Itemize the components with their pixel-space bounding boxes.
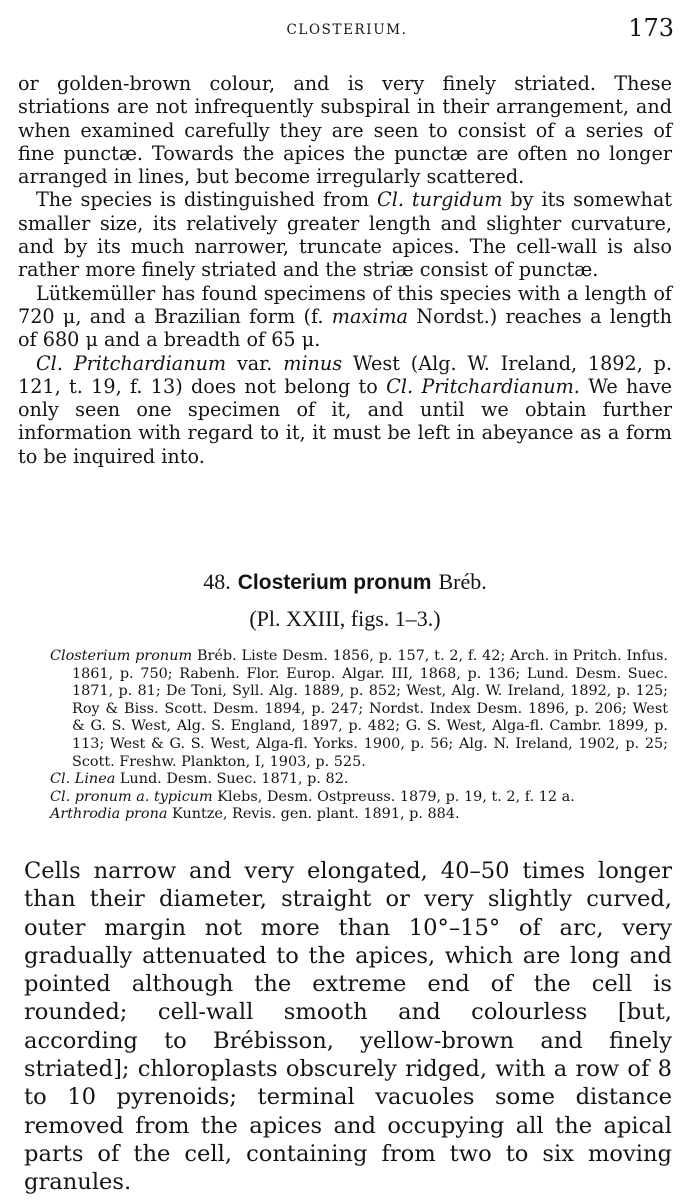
- description-text: Cells narrow and very elongated, 40–50 times longer than their diameter, straight or very slightly curved, outer margin not more than 10°–15° of arc, very gradually attenuated to the apices, which are long and pointed although the extreme end of the cell is rounded; cell-wall smooth and colourless [but, according to Brébisson, yellow-brown and finely striated]; chloroplasts obscurely ridged, with a row of 8 to 10 pyrenoids; terminal vacuoles some distance removed from the apices and occupying all the apical parts of the cell, containing from two to six moving granules.: [24, 858, 672, 1196]
- paragraph-dimensions: Lütkemüller has found specimens of this species with a length of 720 μ, and a Brazilian form (f. maxima Nordst.) reaches a length of 680 μ and a breadth of 65 μ.: [18, 281, 672, 352]
- running-head: [20, 14, 674, 44]
- paragraph-distinction: The species is distinguished from Cl. turgidum by its somewhat smaller size, its relatively greater length and slighter curvature, and by its much narrower, truncate apices. The cell-wall is also rather more finely striated and the striæ consist of punctæ.: [18, 188, 673, 282]
- species-heading: [18, 568, 672, 597]
- synonymy-list: [50, 648, 668, 824]
- synonym-citation: Kuntze, Revis. gen. plant. 1891, p. 884.: [167, 806, 460, 823]
- species-description: [24, 857, 672, 1197]
- paragraph-variety-note: Cl. Pritchardianum var. minus West (Alg. W. Ireland, 1892, p. 121, t. 19, f. 13) does not belong to Cl. Pritchardianum. We have only seen one specimen of it, and until we obtain further information with regard to it, it must be left in abeyance as a form to be inquired into.: [18, 351, 673, 468]
- continued-text: [18, 72, 672, 468]
- synonymy-entry: [50, 771, 668, 789]
- page-number: 173: [628, 14, 674, 42]
- synonym-name: Cl. pronum a. typicum: [50, 788, 213, 805]
- plate-reference: (Pl. XXIII, figs. 1–3.): [249, 606, 441, 631]
- synonymy-entry: [50, 648, 668, 771]
- paragraph-striations: or golden-brown colour, and is very finely striated. These striations are not infrequently subspiral in their arrangement, and when examined carefully they are seen to consist of a series of fine punctæ. Towards the apices the punctæ are often no longer arranged in lines, but become irregularly scattered.: [18, 72, 672, 189]
- synonym-citation: Klebs, Desm. Ostpreuss. 1879, p. 19, t. 2, f. 12 a.: [212, 788, 575, 805]
- synonym-name: Cl. Linea: [50, 771, 116, 788]
- running-title: CLOSTERIUM.: [286, 22, 408, 38]
- species-authority: Bréb.: [438, 569, 487, 594]
- form-name: maxima: [331, 304, 408, 328]
- synonym-citation: Lund. Desm. Suec. 1871, p. 82.: [115, 771, 349, 788]
- synonymy-entry: [50, 789, 668, 807]
- species-name: Closterium pronum: [237, 571, 432, 594]
- synonymy-entry: [50, 806, 668, 824]
- synonym-name: Closterium pronum: [50, 648, 193, 664]
- variety-name: minus: [283, 351, 343, 375]
- synonym-citation: Bréb. Liste Desm. 1856, p. 157, t. 2, f. 42; Arch. in Pritch. Infus. 1861, p. 750; Rabenh. Flor. Europ. Algar. III, 1868, p. 136; Lund. Desm. Suec. 1871, p. 81; De Toni, Syll. Alg. 1889, p. 852; West, Alg. W. Ireland, 1892, p. 125; Roy & Biss. Scott. Desm. 1894, p. 247; Nordst. Index Desm. 1896, p. 206; West & G. S. West, Alg. S. England, 1897, p. 482; G. S. West, Alga-fl. Cambr. 1899, p. 113; West & G. S. West, Alga-fl. Yorks. 1900, p. 56; Alg. N. Ireland, 1902, p. 25; Scott. Freshw. Plankton, I, 1903, p. 525.: [72, 648, 668, 770]
- species-number: 48.: [203, 569, 231, 594]
- taxon-name: Cl. Pritchardianum: [36, 351, 227, 375]
- synonym-name: Arthrodia prona: [50, 806, 168, 823]
- taxon-name: Cl. Pritchardianum.: [386, 374, 580, 398]
- taxon-name: Cl. turgidum: [377, 188, 503, 212]
